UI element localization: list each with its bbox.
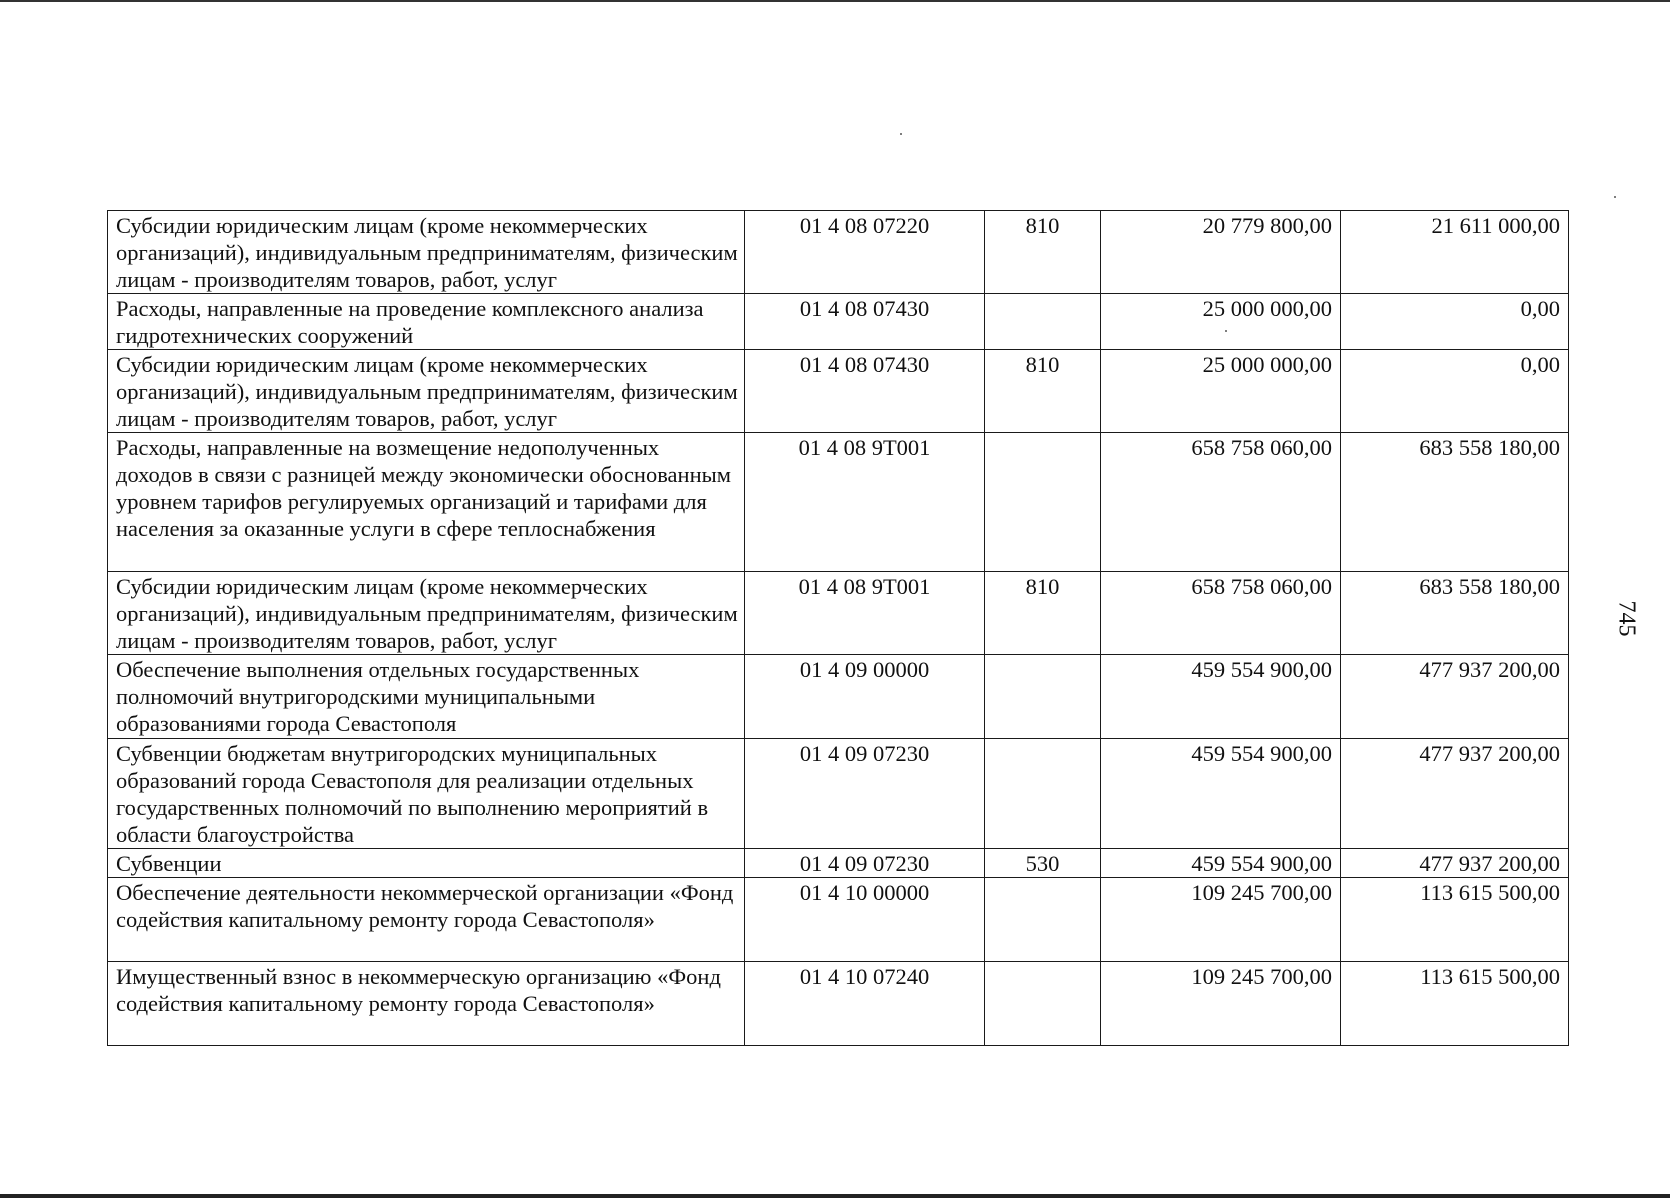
row-type <box>985 294 1101 350</box>
scan-speck <box>1614 196 1616 198</box>
row-amount-2: 113 615 500,00 <box>1341 878 1569 962</box>
row-code: 01 4 08 07430 <box>745 350 985 433</box>
table-row <box>108 572 1569 655</box>
row-type <box>985 962 1101 1046</box>
row-amount-2: 0,00 <box>1341 350 1569 433</box>
row-code: 01 4 08 9Т001 <box>745 433 985 572</box>
table-row <box>108 878 1569 962</box>
table-row <box>108 739 1569 849</box>
row-name: Субсидии юридическим лицам (кроме некоммерческих организаций), индивидуальным предпринимателям, физическим лицам - производителям товаров, работ, услуг <box>108 350 745 433</box>
row-code: 01 4 08 9Т001 <box>745 572 985 655</box>
scan-top-edge <box>0 0 1670 2</box>
row-name: Субсидии юридическим лицам (кроме некоммерческих организаций), индивидуальным предпринимателям, физическим лицам - производителям товаров, работ, услуг <box>108 211 745 294</box>
row-type <box>985 655 1101 739</box>
row-name: Субвенции бюджетам внутригородских муниципальных образований города Севастополя для реализации отдельных государственных полномочий по выполнению мероприятий в области благоустройства <box>108 739 745 849</box>
table-row <box>108 211 1569 294</box>
row-amount-1: 109 245 700,00 <box>1101 878 1341 962</box>
page-number: 745 <box>1613 600 1640 637</box>
row-type <box>985 433 1101 572</box>
row-type <box>985 878 1101 962</box>
row-amount-2: 683 558 180,00 <box>1341 433 1569 572</box>
scan-bottom-edge <box>0 1194 1670 1198</box>
row-type <box>985 739 1101 849</box>
row-name: Расходы, направленные на возмещение недополученных доходов в связи с разницей между экономически обоснованным уровнем тарифов регулируемых организаций и тарифами для населения за оказанные услуги в сфере теплоснабжения <box>108 433 745 572</box>
table-row <box>108 655 1569 739</box>
row-code: 01 4 09 00000 <box>745 655 985 739</box>
row-code: 01 4 10 07240 <box>745 962 985 1046</box>
row-amount-2: 477 937 200,00 <box>1341 655 1569 739</box>
row-amount-1: 459 554 900,00 <box>1101 655 1341 739</box>
row-amount-1: 109 245 700,00 <box>1101 962 1341 1046</box>
budget-table <box>107 210 1569 1046</box>
row-code: 01 4 09 07230 <box>745 849 985 878</box>
row-type: 810 <box>985 572 1101 655</box>
row-amount-2: 477 937 200,00 <box>1341 849 1569 878</box>
table-row <box>108 433 1569 572</box>
row-code: 01 4 10 00000 <box>745 878 985 962</box>
table-row <box>108 350 1569 433</box>
row-amount-1: 658 758 060,00 <box>1101 572 1341 655</box>
row-amount-2: 0,00 <box>1341 294 1569 350</box>
row-name: Субвенции <box>108 849 745 878</box>
row-type: 530 <box>985 849 1101 878</box>
row-code: 01 4 08 07430 <box>745 294 985 350</box>
row-amount-2: 683 558 180,00 <box>1341 572 1569 655</box>
row-name: Обеспечение выполнения отдельных государственных полномочий внутригородскими муниципальными образованиями города Севастополя <box>108 655 745 739</box>
row-type: 810 <box>985 350 1101 433</box>
row-amount-1: 25 000 000,00 <box>1101 294 1341 350</box>
row-name: Расходы, направленные на проведение комплексного анализа гидротехнических сооружений <box>108 294 745 350</box>
table-row <box>108 294 1569 350</box>
row-amount-1: 658 758 060,00 <box>1101 433 1341 572</box>
row-amount-1: 459 554 900,00 <box>1101 849 1341 878</box>
row-name: Обеспечение деятельности некоммерческой организации «Фонд содействия капитальному ремонту города Севастополя» <box>108 878 745 962</box>
row-name: Имущественный взнос в некоммерческую организацию «Фонд содействия капитальному ремонту города Севастополя» <box>108 962 745 1046</box>
row-code: 01 4 08 07220 <box>745 211 985 294</box>
row-name: Субсидии юридическим лицам (кроме некоммерческих организаций), индивидуальным предпринимателям, физическим лицам - производителям товаров, работ, услуг <box>108 572 745 655</box>
row-amount-1: 459 554 900,00 <box>1101 739 1341 849</box>
row-amount-1: 20 779 800,00 <box>1101 211 1341 294</box>
row-amount-1: 25 000 000,00 <box>1101 350 1341 433</box>
row-amount-2: 113 615 500,00 <box>1341 962 1569 1046</box>
row-amount-2: 477 937 200,00 <box>1341 739 1569 849</box>
scan-speck <box>900 133 902 135</box>
table-row <box>108 849 1569 878</box>
row-amount-2: 21 611 000,00 <box>1341 211 1569 294</box>
row-type: 810 <box>985 211 1101 294</box>
table-row <box>108 962 1569 1046</box>
row-code: 01 4 09 07230 <box>745 739 985 849</box>
